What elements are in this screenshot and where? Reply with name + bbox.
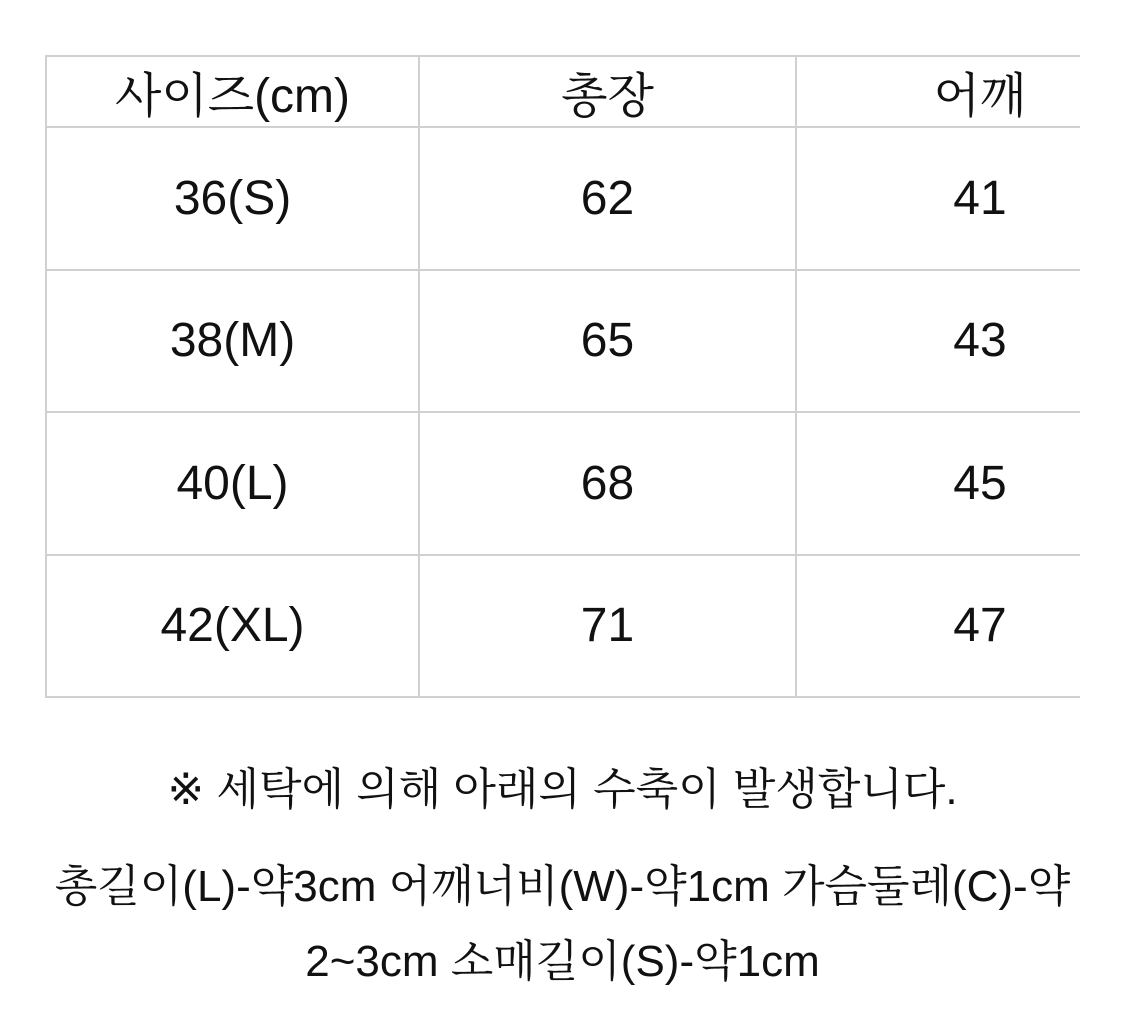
column-header-shoulder: 어깨 — [796, 56, 1080, 127]
cell-total-length: 71 — [419, 555, 796, 698]
table-row — [46, 127, 1080, 270]
column-header-size: 사이즈(cm) — [46, 56, 419, 127]
cell-size: 36(S) — [46, 127, 419, 270]
header-row — [46, 56, 1080, 127]
cell-shoulder: 41 — [796, 127, 1080, 270]
table-row — [46, 412, 1080, 555]
size-table-container — [45, 55, 1080, 698]
laundry-shrinkage-notice: ※ 세탁에 의해 아래의 수축이 발생합니다. — [167, 765, 958, 814]
cell-total-length: 68 — [419, 412, 796, 555]
cell-total-length: 65 — [419, 270, 796, 413]
size-table — [45, 55, 1080, 698]
column-header-total-length: 총장 — [419, 56, 796, 127]
shrinkage-details — [0, 849, 1125, 999]
cell-shoulder: 43 — [796, 270, 1080, 413]
shrinkage-detail-line-1: 총길이(L)-약3cm 어깨너비(W)-약1cm 가슴둘레(C)-약 — [54, 862, 1071, 911]
cell-size: 42(XL) — [46, 555, 419, 698]
cell-size: 40(L) — [46, 412, 419, 555]
cell-size: 38(M) — [46, 270, 419, 413]
cell-shoulder: 45 — [796, 412, 1080, 555]
table-row — [46, 270, 1080, 413]
cell-shoulder: 47 — [796, 555, 1080, 698]
table-row — [46, 555, 1080, 698]
size-table-header — [46, 56, 1080, 127]
cell-total-length: 62 — [419, 127, 796, 270]
shrinkage-detail-line-2: 2~3cm 소매길이(S)-약1cm — [305, 937, 820, 986]
size-table-body — [46, 127, 1080, 697]
